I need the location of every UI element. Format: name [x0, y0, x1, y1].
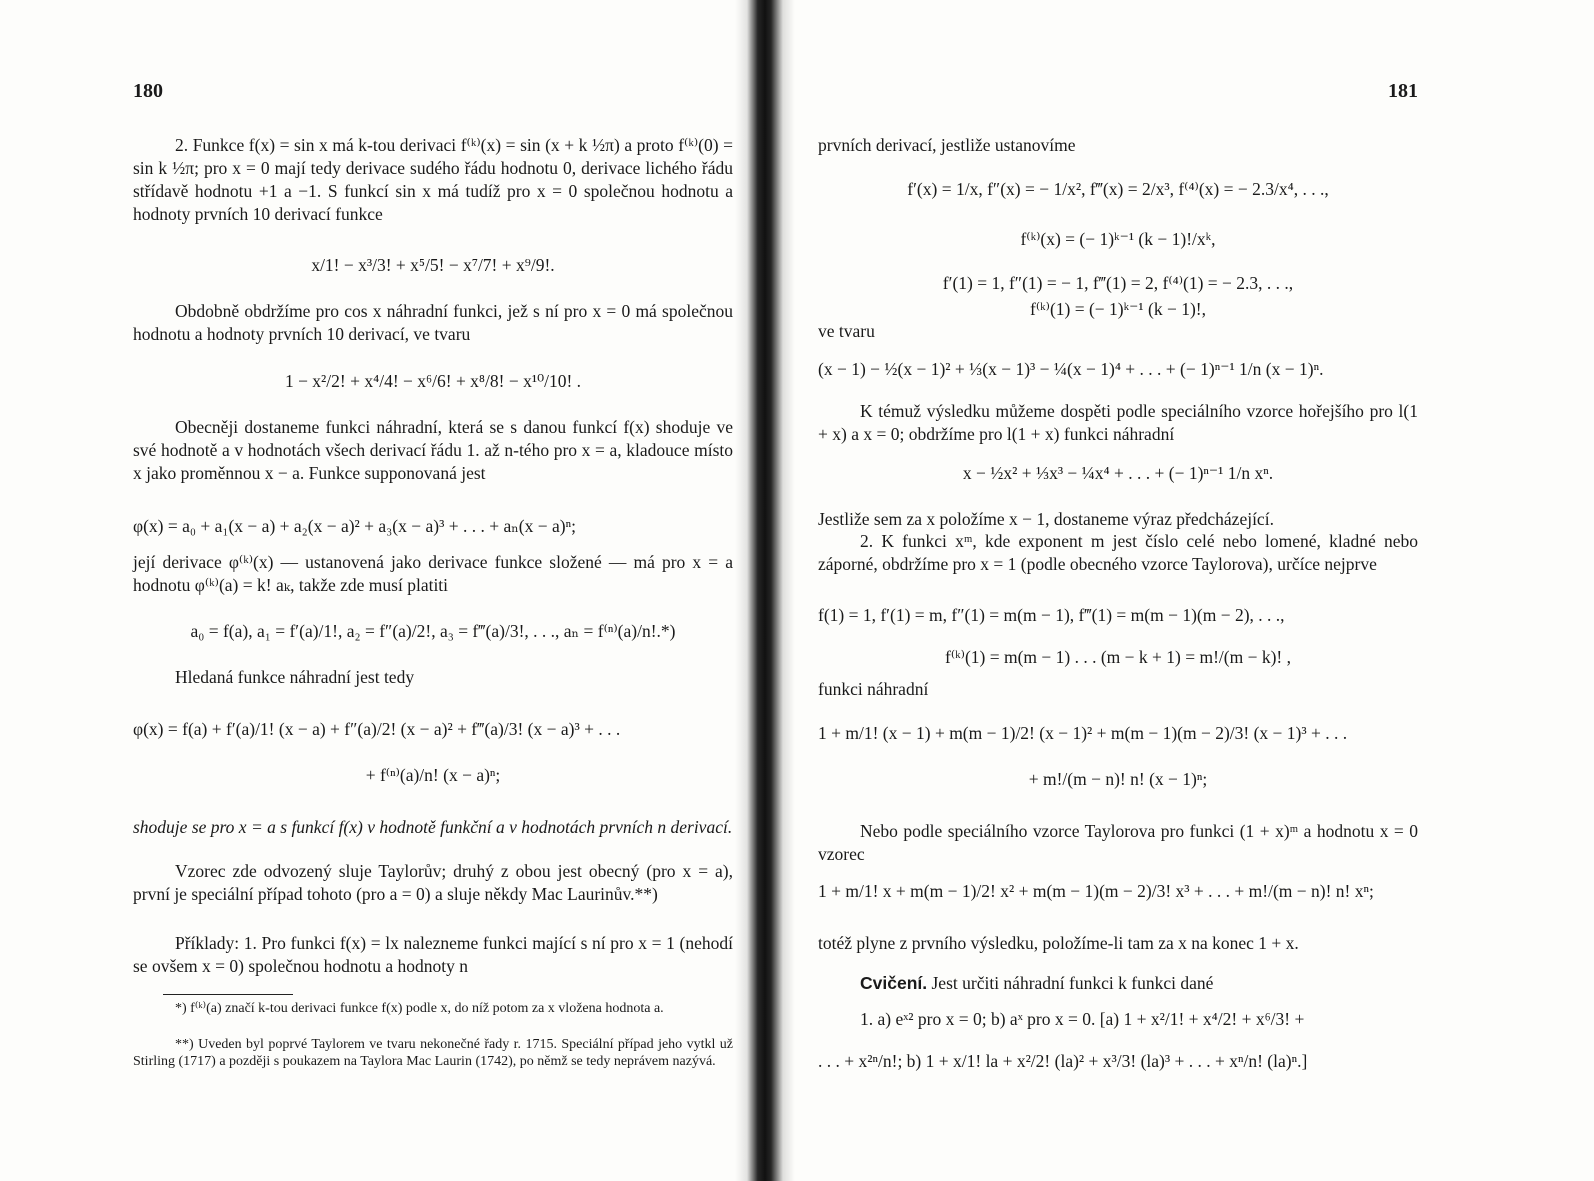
paragraph-general: Obecněji dostaneme funkci náhradní, která se s danou funkcí f(x) shoduje ve své hodnotě a v hodnotách všech derivací řádu 1. až n-tého pro x = a, kladouce místo x jako proměnnou x − a. Funkce supponovaná jest — [133, 417, 733, 483]
paragraph-taylor-name: Vzorec zde odvozený sluje Taylorův; druhý z obou jest obecný (pro x = a), první je speciální případ tohoto (pro a = 0) a sluje někdy Mac Laurinův.**) — [133, 861, 733, 904]
formula-log-series: (x − 1) − ½(x − 1)² + ⅓(x − 1)³ − ¼(x − 1)⁴ + . . . + (− 1)ⁿ⁻¹ 1/n (x − 1)ⁿ. — [818, 359, 1324, 379]
right-page — [818, 0, 1418, 1181]
formula-binomial-series: 1 + m/1! x + m(m − 1)/2! x² + m(m − 1)(m − 2)/3! x³ + . . . + m!/(m − n)! n! xⁿ; — [818, 881, 1374, 901]
exercise-heading — [818, 972, 1418, 995]
formula-power-values: f(1) = 1, f′(1) = m, f″(1) = m(m − 1), f‴(1) = m(m − 1)(m − 2), . . ., — [818, 605, 1285, 625]
formula-power-kth: f⁽ᵏ⁾(1) = m(m − 1) . . . (m − k + 1) = m!/(m − k)! , — [945, 647, 1291, 667]
footnote-1: *) f⁽ᵏ⁾(a) značí k-tou derivaci funkce f(x) podle x, do níž potom za x vložena hodnota a. — [175, 1001, 664, 1016]
formula-taylor-line1: φ(x) = f(a) + f′(a)/1! (x − a) + f″(a)/2! (x − a)² + f‴(a)/3! (x − a)³ + . . . — [133, 719, 621, 739]
formula-taylor-line2: + f⁽ⁿ⁾(a)/n! (x − a)ⁿ; — [365, 765, 501, 785]
formula-coefficients: a₀ = f(a), a₁ = f′(a)/1!, a₂ = f″(a)/2!, a₃ = f‴(a)/3!, . . ., aₙ = f⁽ⁿ⁾(a)/n!.*) — [190, 621, 676, 641]
formula-binomial-line1: 1 + m/1! (x − 1) + m(m − 1)/2! (x − 1)² + m(m − 1)(m − 2)/3! (x − 1)³ + . . . — [818, 723, 1348, 743]
exercise-text: Jest určiti náhradní funkci k funkci dané — [931, 973, 1214, 993]
paragraph-special-taylor: Nebo podle speciálního vzorce Taylorova pro funkci (1 + x)ᵐ a hodnotu x = 0 vzorec — [818, 821, 1418, 864]
left-page — [133, 0, 733, 1181]
formula-log-derivatives: f′(x) = 1/x, f″(x) = − 1/x², f‴(x) = 2/x³, f⁽⁴⁾(x) = − 2.3/x⁴, . . ., — [907, 179, 1329, 199]
paragraph-replacement: funkci náhradní — [818, 679, 929, 699]
paragraph-sin-derivatives: 2. Funkce f(x) = sin x má k-tou derivaci f⁽ᵏ⁾(x) = sin (x + k ½π) a proto f⁽ᵏ⁾(0) = sin k ½π; pro x = 0 mají tedy derivace sudého řádu hodnotu 0, derivace lichého řádu střídavě hodnotu +1 a −1. S funkcí sin x má tudíž pro x = 0 společnou hodnotu a hodnoty prvních 10 derivací funkce — [133, 135, 733, 224]
page-number-left: 180 — [133, 80, 163, 102]
paragraph-substitution: Jestliže sem za x položíme x − 1, dostaneme výraz předcházející. — [818, 509, 1274, 529]
formula-log-kth-derivative: f⁽ᵏ⁾(x) = (− 1)ᵏ⁻¹ (k − 1)!/xᵏ, — [1020, 229, 1216, 249]
exercise-1-line2: . . . + x²ⁿ/n!; b) 1 + x/1! la + x²/2! (la)² + x³/3! (la)³ + . . . + xⁿ/n! (la)ⁿ.] — [818, 1051, 1308, 1071]
page-number-right: 181 — [1388, 80, 1418, 102]
paragraph-search: Hledaná funkce náhradní jest tedy — [175, 667, 415, 687]
formula-log-kth-value: f⁽ᵏ⁾(1) = (− 1)ᵏ⁻¹ (k − 1)!, — [1030, 299, 1206, 319]
exercise-label: Cvičení. — [860, 973, 928, 993]
paragraph-derivative-phi: její derivace φ⁽ᵏ⁾(x) — ustanovená jako derivace funkce složené — má pro x = a hodnotu φ⁽ᵏ⁾(a) = k! aₖ, takže zde musí platiti — [133, 552, 733, 595]
formula-phi: φ(x) = a₀ + a₁(x − a) + a₂(x − a)² + a₃(x − a)³ + . . . + aₙ(x − a)ⁿ; — [133, 516, 576, 536]
footnote-rule — [163, 994, 293, 995]
book-gutter — [735, 0, 795, 1181]
paragraph-form: ve tvaru — [818, 321, 875, 341]
formula-cos-series: 1 − x²/2! + x⁴/4! − x⁶/6! + x⁸/8! − x¹⁰/10! . — [284, 371, 582, 391]
formula-log-values: f′(1) = 1, f″(1) = − 1, f‴(1) = 2, f⁽⁴⁾(1) = − 2.3, . . ., — [942, 273, 1294, 293]
paragraph-same-result: totéž plyne z prvního výsledku, položíme-li tam za x na konec 1 + x. — [818, 933, 1299, 953]
paragraph-cos: Obdobně obdržíme pro cos x náhradní funkci, jež s ní pro x = 0 má společnou hodnotu a hodnoty prvních 10 derivací, ve tvaru — [133, 301, 733, 344]
formula-log1x-series: x − ½x² + ⅓x³ − ¼x⁴ + . . . + (− 1)ⁿ⁻¹ 1/n xⁿ. — [962, 463, 1274, 483]
exercise-1-line1: 1. a) eˣ² pro x = 0; b) aˣ pro x = 0. [a) 1 + x²/1! + x⁴/2! + x⁶/3! + — [860, 1009, 1305, 1029]
formula-sin-series: x/1! − x³/3! + x⁵/5! − x⁷/7! + x⁹/9!. — [311, 255, 555, 275]
paragraph-examples: Příklady: 1. Pro funkci f(x) = lx nalezneme funkci mající s ní pro x = 1 (nehodí se ovšem x = 0) společnou hodnotu a hodnoty n — [133, 933, 733, 976]
paragraph-power-function: 2. K funkci xᵐ, kde exponent m jest číslo celé nebo lomené, kladné nebo záporné, obdržíme pro x = 1 (podle obecného vzorce Taylorova), určíce nejprve — [818, 531, 1418, 574]
paragraph-first-derivatives: prvních derivací, jestliže ustanovíme — [818, 135, 1076, 155]
paragraph-taylor-statement: shoduje se pro x = a s funkcí f(x) v hodnotě funkční a v hodnotách prvních n derivací. — [133, 817, 733, 837]
footnote-2: **) Uveden byl poprvé Taylorem ve tvaru nekonečné řady r. 1715. Speciální případ jeho vytkl už Stirling (1717) a později s poukazem na Taylora Mac Laurin (1742), po němž se tedy neprávem nazývá. — [133, 1037, 733, 1069]
paragraph-special-formula: K témuž výsledku můžeme dospěti podle speciálního vzorce hořejšího pro l(1 + x) a x = 0; obdržíme pro l(1 + x) funkci náhradní — [818, 401, 1418, 444]
formula-binomial-line2: + m!/(m − n)! n! (x − 1)ⁿ; — [1028, 769, 1208, 789]
